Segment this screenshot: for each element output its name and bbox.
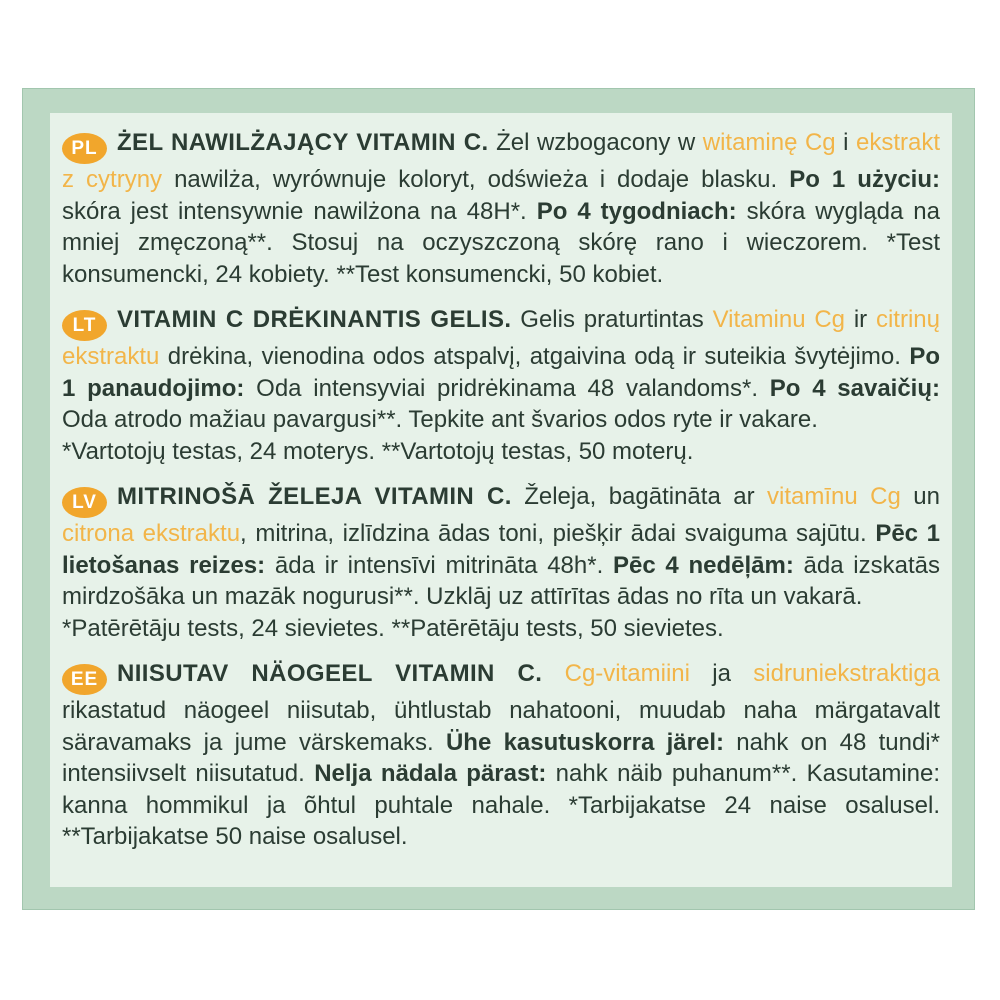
paragraph-text — [62, 304, 940, 436]
text-segment: *Vartotojų testas, 24 moterys. **Vartotojų testas, 50 moterų. — [62, 437, 694, 465]
text-segment: ŻEL NAWILŻAJĄCY VITAMIN C. — [117, 129, 489, 156]
text-segment: Żel wzbogacony w — [488, 129, 703, 156]
text-segment: Cg-vitamiini — [564, 660, 690, 687]
text-segment: drėkina, vienodina odos atspalvį, atgaivina odą ir suteikia švytėjimo. — [159, 343, 910, 370]
text-segment: Gelis praturtintas — [511, 306, 713, 333]
language-badge-lt: LT — [62, 310, 107, 341]
text-segment: Oda atrodo mažiau pavargusi**. Tepkite ant švarios odos ryte ir vakare. — [62, 406, 818, 433]
text-segment — [542, 660, 564, 687]
paragraph-text — [62, 658, 940, 853]
text-segment: nawilża, wyrównuje koloryt, odświeża i dodaje blasku. — [162, 166, 790, 193]
text-segment: āda izskatās mirdzošāka un mazāk nogurusi**. Uzklāj uz attīrītas ādas no rīta un vakarā. — [62, 551, 941, 610]
text-segment: Pēc 1 lietošanas reizes: — [62, 520, 941, 579]
paragraph-lv — [62, 481, 940, 644]
language-badge-pl: PL — [62, 133, 107, 164]
text-segment: Ühe kasutuskorra järel: — [445, 728, 724, 756]
text-segment: Po 4 tygodniach: — [536, 197, 737, 225]
text-segment: Vitaminu Cg — [712, 306, 846, 333]
text-segment: witaminę Cg — [702, 129, 836, 156]
label-paragraphs — [50, 113, 952, 853]
text-segment: i — [835, 129, 856, 156]
language-badge-ee: EE — [62, 664, 107, 695]
text-segment: VITAMIN C DRĖKINANTIS GELIS. — [117, 306, 512, 333]
paragraph-ee — [62, 658, 940, 853]
text-segment: citrinų ekstraktu — [62, 306, 940, 370]
text-segment: Oda intensyviai pridrėkinama 48 valandoms*. — [244, 374, 770, 402]
paragraph-pl — [62, 127, 940, 290]
text-segment: MITRINOŠĀ ŽELEJA VITAMIN C. — [117, 483, 512, 510]
text-segment: *Patērētāju tests, 24 sievietes. **Patērētāju tests, 50 sievietes. — [62, 614, 724, 642]
text-segment: nahk näib puhanum**. Kasutamine: kanna hommikul ja õhtul puhtale nahale. *Tarbijakatse 24 naise osalusel. **Tarbijakatse 50 naise osalusel. — [62, 760, 941, 850]
text-segment: Po 4 savaičių: — [769, 374, 941, 402]
language-badge-lv: LV — [62, 487, 107, 518]
text-segment: sidruniekstraktiga — [753, 660, 941, 687]
text-segment: NIISUTAV NÄOGEEL VITAMIN C. — [117, 660, 543, 687]
text-segment: Po 1 panaudojimo: — [62, 343, 940, 402]
text-segment: ekstrakt z cytryny — [62, 129, 941, 193]
text-segment: ja — [689, 660, 754, 687]
text-segment: vitamīnu Cg — [767, 483, 901, 510]
text-segment: Želeja, bagātināta ar — [511, 483, 768, 510]
footnote-line — [62, 436, 940, 468]
paragraph-lt — [62, 304, 940, 467]
text-segment: Po 1 użyciu: — [789, 166, 940, 193]
text-segment: Nelja nädala pärast: — [314, 760, 547, 787]
text-segment: skóra wygląda na mniej zmęczoną**. Stosuj na oczyszczoną skórę rano i wieczorem. *Test konsumencki, 24 kobiety. **Test konsumencki, 50 kobiet. — [62, 197, 940, 288]
text-segment: rikastatud näogeel niisutab, ühtlustab nahatooni, muudab naha märgatavalt säravamaks ja jume värskemaks. — [62, 697, 940, 756]
text-segment: , mitrina, izlīdzina ādas toni, piešķir ādai svaiguma sajūtu. — [240, 520, 876, 547]
text-segment: āda ir intensīvi mitrināta 48h*. — [265, 551, 613, 579]
label-frame — [22, 88, 975, 910]
text-segment: citrona ekstraktu — [62, 520, 241, 547]
paragraph-text — [62, 481, 940, 613]
text-segment: un — [900, 483, 940, 510]
text-segment: Pēc 4 nedēļām: — [612, 551, 794, 579]
footnote-line — [62, 613, 940, 645]
text-segment: skóra jest intensywnie nawilżona na 48H*. — [62, 197, 537, 225]
text-segment: nahk on 48 tundi* intensiivselt niisutatud. — [62, 728, 940, 787]
label-panel — [50, 113, 952, 887]
text-segment: ir — [845, 306, 876, 333]
paragraph-text — [62, 127, 940, 290]
